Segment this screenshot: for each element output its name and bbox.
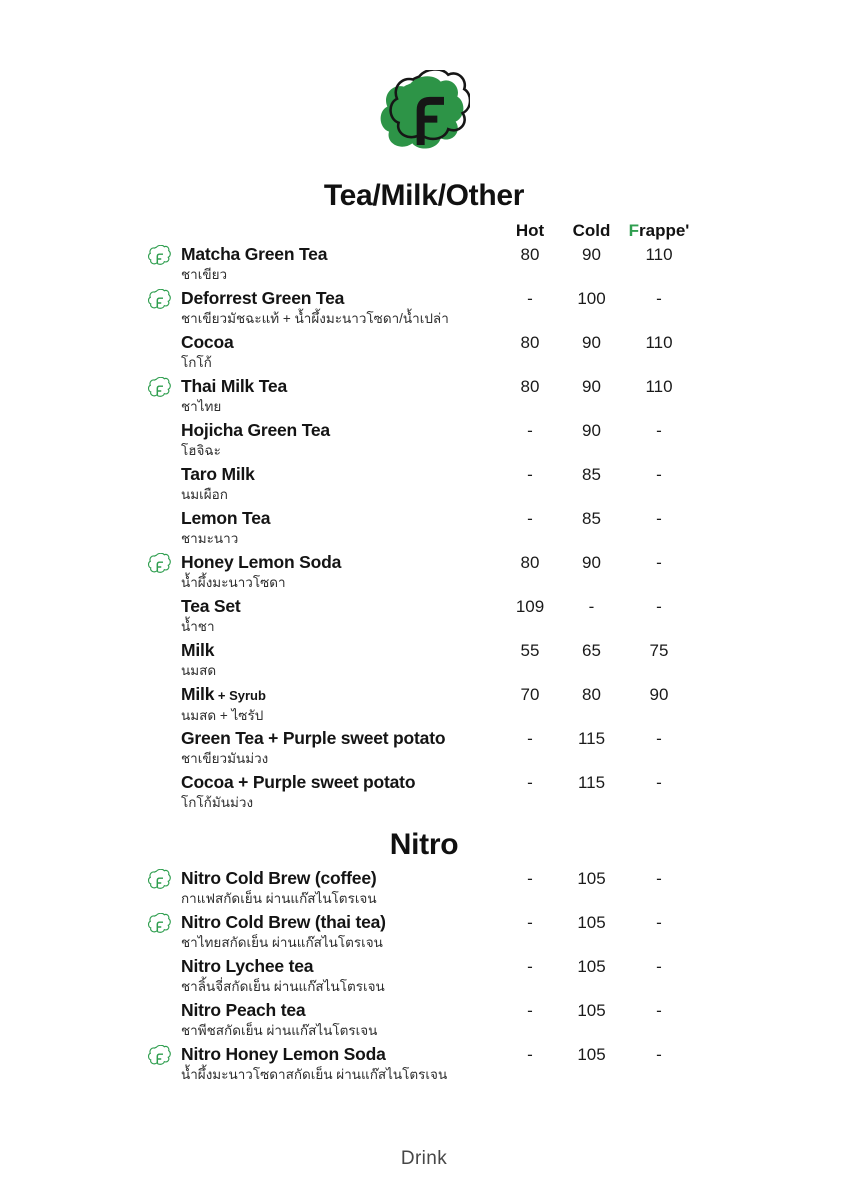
item-name: Nitro Peach tea (181, 1000, 306, 1020)
item-name: Lemon Tea (181, 508, 271, 528)
item-name: Deforrest Green Tea (181, 288, 345, 308)
item-name-column (181, 684, 501, 725)
menu-item-row (148, 508, 694, 552)
price-hot: - (527, 421, 533, 440)
item-subtitle-thai: ชาลิ้นจี่สกัดเย็น ผ่านแก๊สไนโตรเจน (181, 979, 385, 994)
price-frappe: - (656, 869, 662, 888)
price-hot: - (527, 1045, 533, 1064)
item-subtitle-thai: นมเผือก (181, 487, 228, 502)
item-tree-icon (148, 376, 181, 398)
menu-item-row (148, 640, 694, 684)
price-cold: 115 (577, 773, 606, 792)
price-hot: 80 (520, 553, 540, 572)
menu-item-row (148, 288, 694, 332)
item-tree-icon (148, 244, 181, 266)
price-frappe: - (656, 1001, 662, 1020)
item-subtitle-thai: โกโก้มันม่วง (181, 795, 254, 810)
price-frappe: - (656, 553, 662, 572)
item-name: Nitro Cold Brew (thai tea) (181, 912, 386, 932)
item-subtitle-thai: ชาพีชสกัดเย็น ผ่านแก๊สไนโตรเจน (181, 1023, 378, 1038)
item-name: Nitro Lychee tea (181, 956, 314, 976)
price-hot: 55 (520, 641, 540, 660)
tree-f-icon (148, 289, 171, 310)
price-frappe: - (656, 509, 662, 528)
menu-item-row (148, 772, 694, 816)
item-name: Nitro Cold Brew (coffee) (181, 868, 377, 888)
item-subtitle-thai: กาแฟสกัดเย็น ผ่านแก๊สไนโตรเจน (181, 891, 377, 906)
price-hot: 80 (520, 333, 540, 352)
price-frappe: - (656, 597, 662, 616)
page-footer-label: Drink (400, 1148, 448, 1169)
item-name-column (181, 552, 501, 592)
item-name: Matcha Green Tea (181, 244, 328, 264)
price-hot: 80 (520, 245, 540, 264)
item-icon-slot (148, 728, 181, 729)
menu-item-row (148, 244, 694, 288)
item-name: Honey Lemon Soda (181, 552, 342, 572)
item-subtitle-thai: น้ำชา (181, 619, 215, 634)
menu-item-row (148, 1044, 694, 1088)
item-subtitle-thai: ชามะนาว (181, 531, 239, 546)
price-cold: 105 (577, 1045, 606, 1064)
price-cold: 100 (577, 289, 606, 308)
item-subtitle-thai: นมสด (181, 663, 217, 678)
price-hot: 80 (520, 377, 540, 396)
item-tree-icon (148, 288, 181, 310)
price-hot: - (527, 465, 533, 484)
item-icon-slot (148, 772, 181, 773)
price-hot: - (527, 289, 533, 308)
menu-item-row (148, 912, 694, 956)
item-name-column (181, 1044, 501, 1084)
item-name: Milk + Syrub (181, 684, 266, 704)
item-name: Hojicha Green Tea (181, 420, 330, 440)
price-hot: - (527, 509, 533, 528)
price-cold: 85 (582, 465, 601, 484)
item-name-column (181, 508, 501, 548)
section-title-tea-milk-other: Tea/Milk/Other (323, 179, 525, 212)
item-icon-slot (148, 464, 181, 465)
item-name-column (181, 376, 501, 416)
price-cold: 105 (577, 869, 606, 888)
price-hot: - (527, 913, 533, 932)
menu-item-row (148, 684, 694, 728)
item-icon-slot (148, 420, 181, 421)
price-cold: 115 (577, 729, 606, 748)
menu-item-row (148, 956, 694, 1000)
item-name-column (181, 464, 501, 504)
item-subtitle-thai: น้ำผึ้งมะนาวโซดาสกัดเย็น ผ่านแก๊สไนโตรเจน (181, 1067, 448, 1082)
item-name-column (181, 728, 501, 768)
item-icon-slot (148, 956, 181, 957)
item-name-column (181, 912, 501, 952)
item-name-column (181, 420, 501, 460)
price-cold: 105 (577, 913, 606, 932)
price-frappe: - (656, 421, 662, 440)
item-subtitle-thai: ชาไทยสกัดเย็น ผ่านแก๊สไนโตรเจน (181, 935, 383, 950)
menu-item-row (148, 1000, 694, 1044)
price-hot: 70 (520, 685, 540, 704)
item-tree-icon (148, 1044, 181, 1066)
column-header-hot: Hot (515, 221, 545, 240)
item-icon-slot (148, 640, 181, 641)
price-frappe: 90 (649, 685, 669, 704)
item-name: Thai Milk Tea (181, 376, 287, 396)
price-frappe: - (656, 289, 662, 308)
item-subtitle-thai: ชาไทย (181, 399, 222, 414)
item-name: Tea Set (181, 596, 241, 616)
item-name: Milk (181, 640, 215, 660)
item-name: Nitro Honey Lemon Soda (181, 1044, 386, 1064)
item-name-column (181, 332, 501, 372)
price-column-headers (501, 220, 848, 242)
item-name-column (181, 1000, 501, 1040)
item-subtitle-thai: น้ำผึ้งมะนาวโซดา (181, 575, 286, 590)
menu-item-row (148, 868, 694, 912)
menu-item-row (148, 376, 694, 420)
item-name-column (181, 640, 501, 680)
price-cold: 105 (577, 957, 606, 976)
item-subtitle-thai: โฮจิฉะ (181, 443, 221, 458)
menu-item-row (148, 332, 694, 376)
price-frappe: - (656, 957, 662, 976)
tree-f-icon (148, 869, 171, 890)
price-hot: 109 (515, 597, 545, 616)
item-subtitle-thai: ชาเขียวมันม่วง (181, 751, 269, 766)
price-frappe: 110 (645, 333, 673, 352)
item-name: Cocoa + Purple sweet potato (181, 772, 416, 792)
price-cold: 65 (582, 641, 601, 660)
item-tree-icon (148, 912, 181, 934)
item-icon-slot (148, 596, 181, 597)
price-frappe: - (656, 1045, 662, 1064)
nitro-item-list (0, 868, 848, 1088)
menu-item-row (148, 596, 694, 640)
price-cold: - (588, 597, 595, 616)
tree-f-icon (148, 377, 171, 398)
price-hot: - (527, 869, 533, 888)
price-hot: - (527, 773, 533, 792)
item-tree-icon (148, 552, 181, 574)
item-name-suffix: + Syrub (214, 688, 266, 703)
item-subtitle-thai: โกโก้ (181, 355, 212, 370)
item-subtitle-thai: ชาเขียว (181, 267, 228, 282)
price-frappe: - (656, 773, 662, 792)
price-hot: - (527, 957, 533, 976)
menu-item-row (148, 420, 694, 464)
item-name-column (181, 772, 501, 812)
column-header-frappe: Frappe' (628, 221, 690, 240)
item-subtitle-thai: ชาเขียวมัชฉะแท้ + น้ำผึ้งมะนาวโซดา/น้ำเปล่า (181, 311, 449, 326)
tree-f-icon (148, 245, 171, 266)
tree-logo-svg (378, 70, 470, 150)
item-icon-slot (148, 684, 181, 685)
menu-item-row (148, 552, 694, 596)
section-title-nitro: Nitro (389, 828, 459, 861)
item-name-column (181, 244, 501, 284)
item-icon-slot (148, 332, 181, 333)
tree-f-icon (148, 1045, 171, 1066)
item-tree-icon (148, 868, 181, 890)
price-cold: 90 (582, 377, 601, 396)
price-frappe: - (656, 729, 662, 748)
price-hot: - (527, 1001, 533, 1020)
column-header-cold: Cold (572, 221, 611, 240)
tea-milk-other-item-list (0, 244, 848, 816)
item-name: Green Tea + Purple sweet potato (181, 728, 446, 748)
item-icon-slot (148, 508, 181, 509)
price-cold: 90 (582, 553, 601, 572)
price-frappe: - (656, 465, 662, 484)
menu-item-row (148, 464, 694, 508)
item-name-column (181, 596, 501, 636)
price-frappe: - (656, 913, 662, 932)
price-cold: 105 (577, 1001, 606, 1020)
item-name: Taro Milk (181, 464, 255, 484)
price-hot: - (527, 729, 533, 748)
price-cold: 90 (582, 333, 601, 352)
tree-f-icon (148, 913, 171, 934)
tree-f-icon (148, 553, 171, 574)
price-cold: 80 (582, 685, 601, 704)
item-subtitle-thai: นมสด + ไซรัป (181, 708, 264, 723)
price-frappe: 75 (649, 641, 669, 660)
item-name-column (181, 956, 501, 996)
item-icon-slot (148, 1000, 181, 1001)
price-frappe: 110 (645, 377, 673, 396)
price-cold: 85 (582, 509, 601, 528)
price-frappe: 110 (645, 245, 673, 264)
menu-item-row (148, 728, 694, 772)
item-name-column (181, 868, 501, 908)
forrest-tree-logo (378, 70, 470, 150)
price-cold: 90 (582, 421, 601, 440)
item-name: Cocoa (181, 332, 234, 352)
item-name-column (181, 288, 501, 328)
price-cold: 90 (582, 245, 601, 264)
